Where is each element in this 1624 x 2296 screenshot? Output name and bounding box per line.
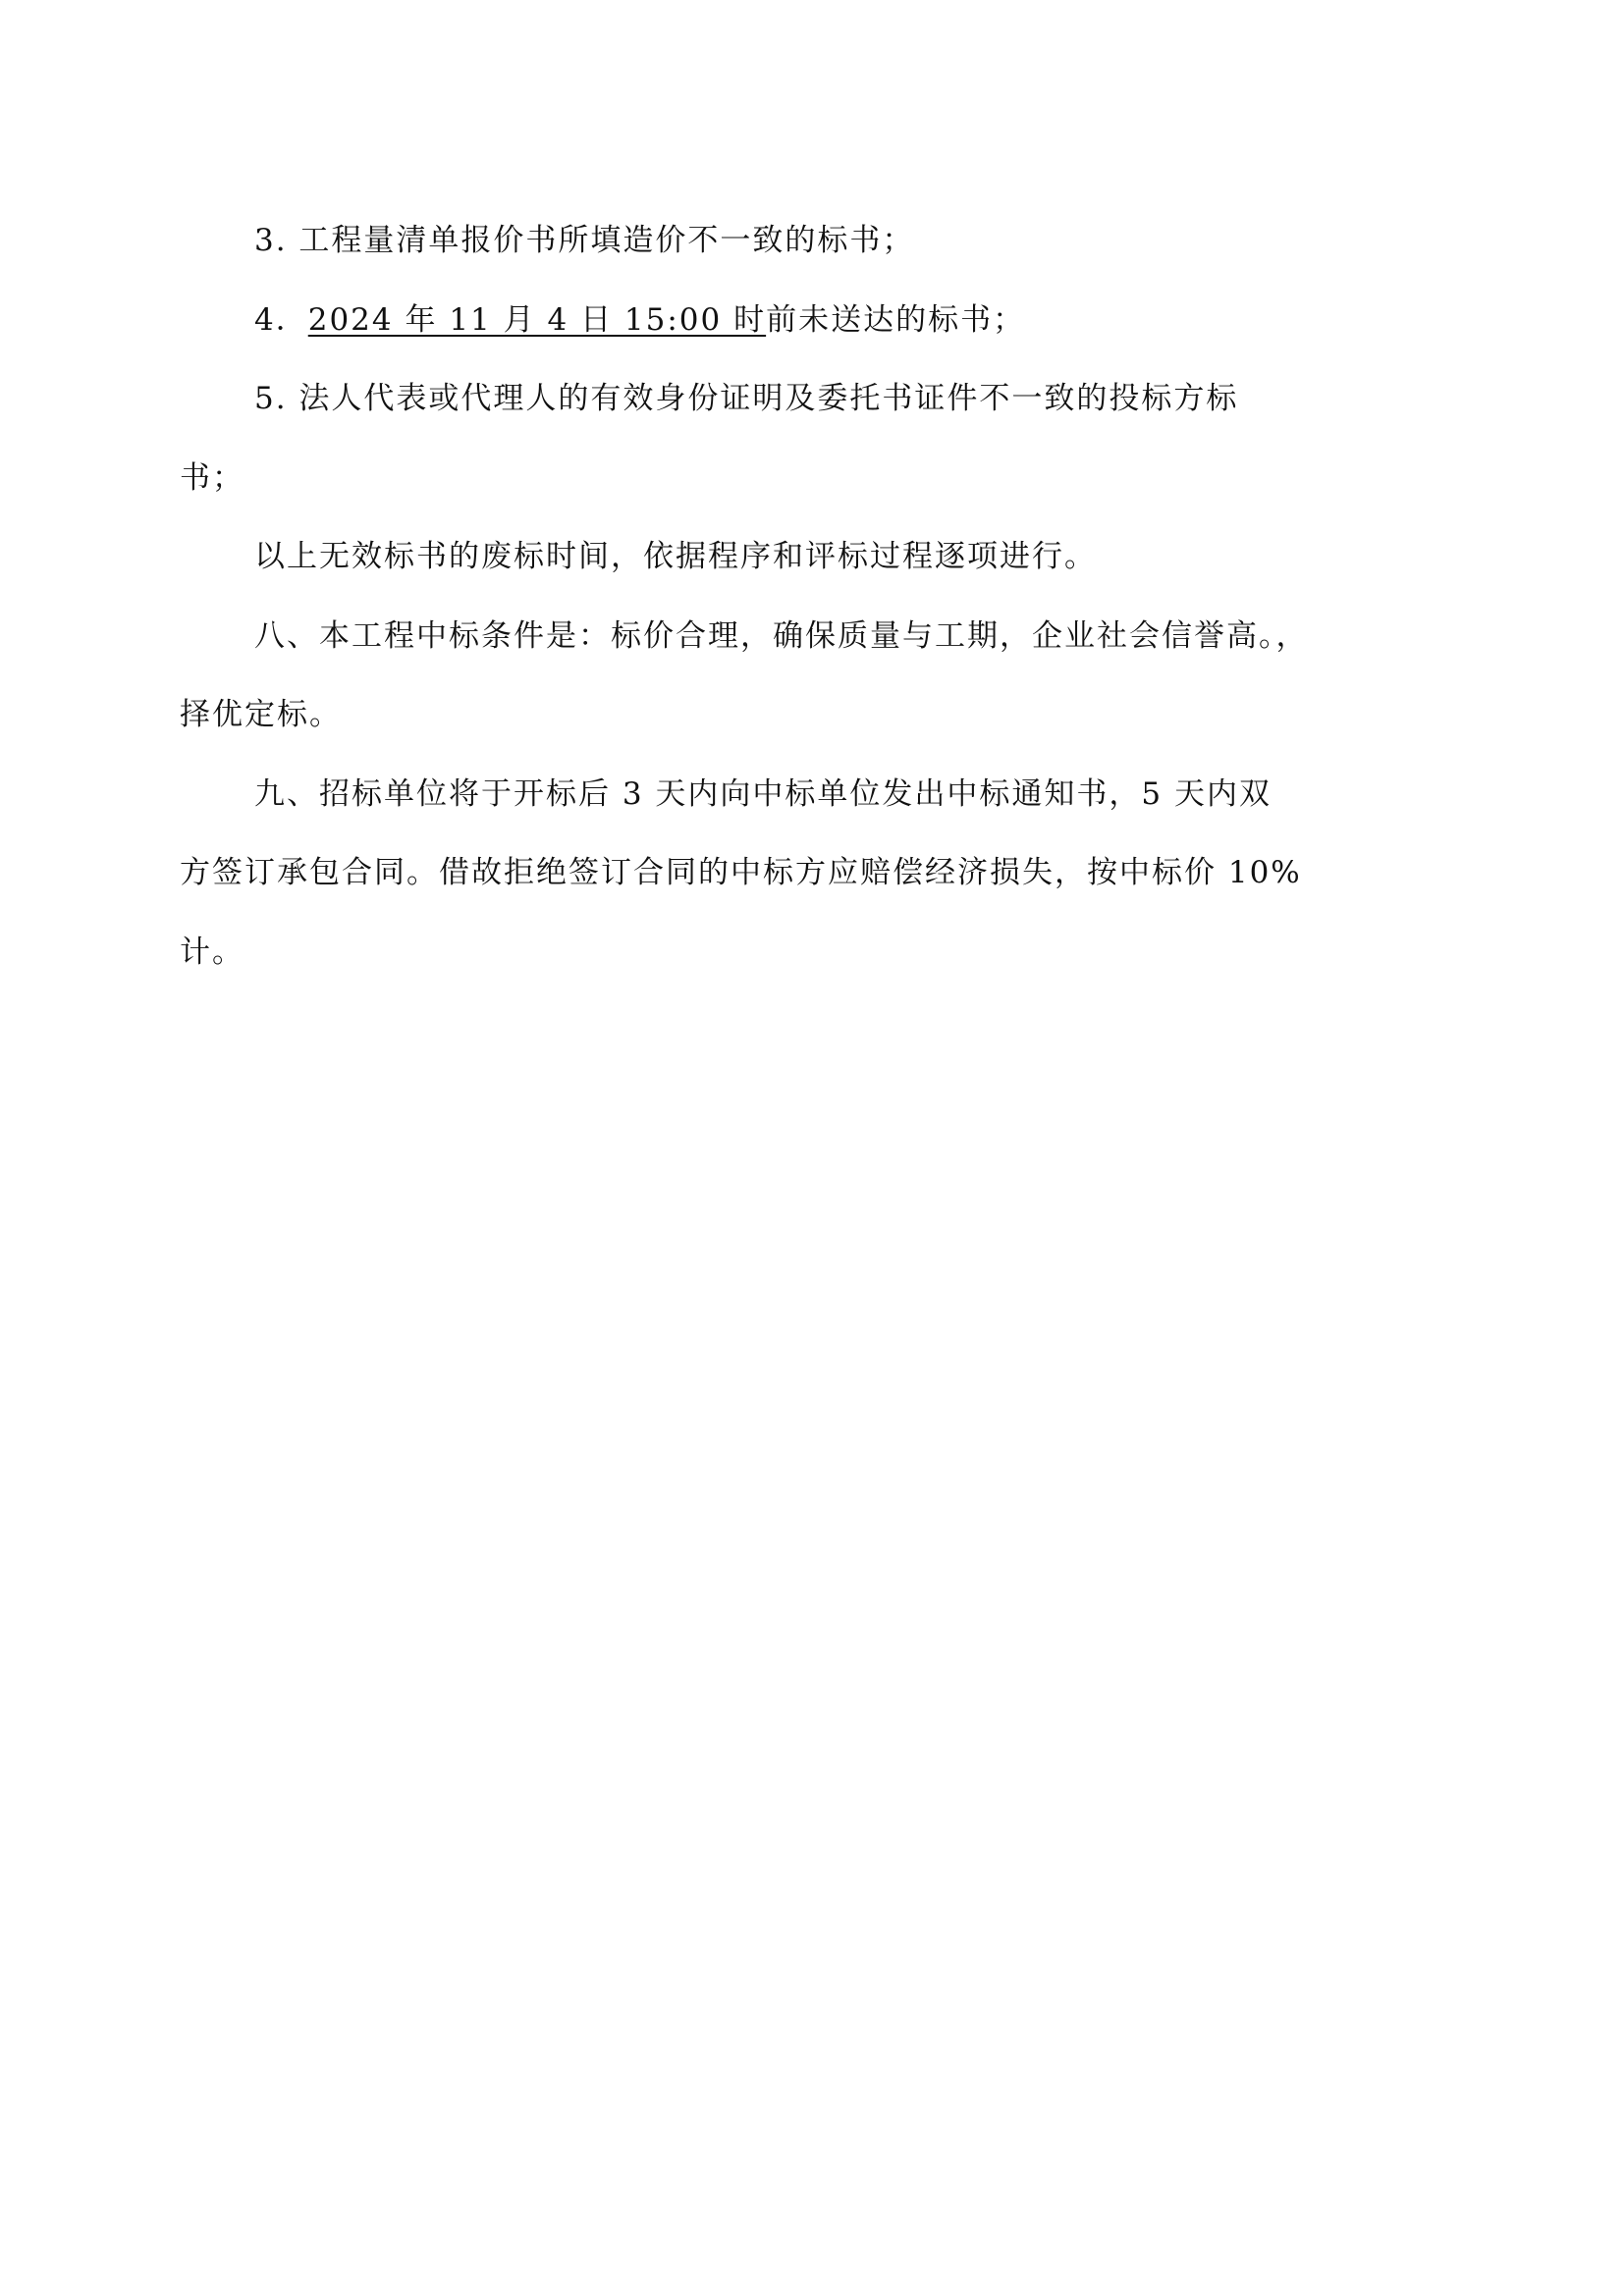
item-5-line-2: 书；	[180, 459, 244, 496]
item-4-number: 4．	[254, 301, 308, 338]
deadline-date: 2024 年 11 月 4 日 15:00 时	[307, 301, 767, 338]
invalid-bid-note: 以上无效标书的废标时间，依据程序和评标过程逐项进行。	[254, 539, 1097, 574]
section-9-line-3: 计。	[180, 934, 244, 970]
item-5-line-1: 5. 法人代表或代理人的有效身份证明及委托书证件不一致的投标方标	[254, 381, 1239, 416]
section-8-line-1: 八、本工程中标条件是：标价合理，确保质量与工期，企业社会信誉高。，	[254, 617, 1309, 654]
section-9-line-2: 方签订承包合同。借故拒绝签订合同的中标方应赔偿经济损失，按中标价 10%	[180, 855, 1302, 890]
section-8-line-2: 择优定标。	[180, 697, 342, 732]
document-body	[180, 201, 1446, 991]
item-4-text: 前未送达的标书；	[766, 301, 1026, 338]
item-3: 3. 工程量清单报价书所填造价不一致的标书；	[254, 223, 915, 258]
item-4	[180, 281, 1446, 360]
section-9-line-1: 九、招标单位将于开标后 3 天内向中标单位发出中标通知书，5 天内双	[254, 775, 1272, 812]
